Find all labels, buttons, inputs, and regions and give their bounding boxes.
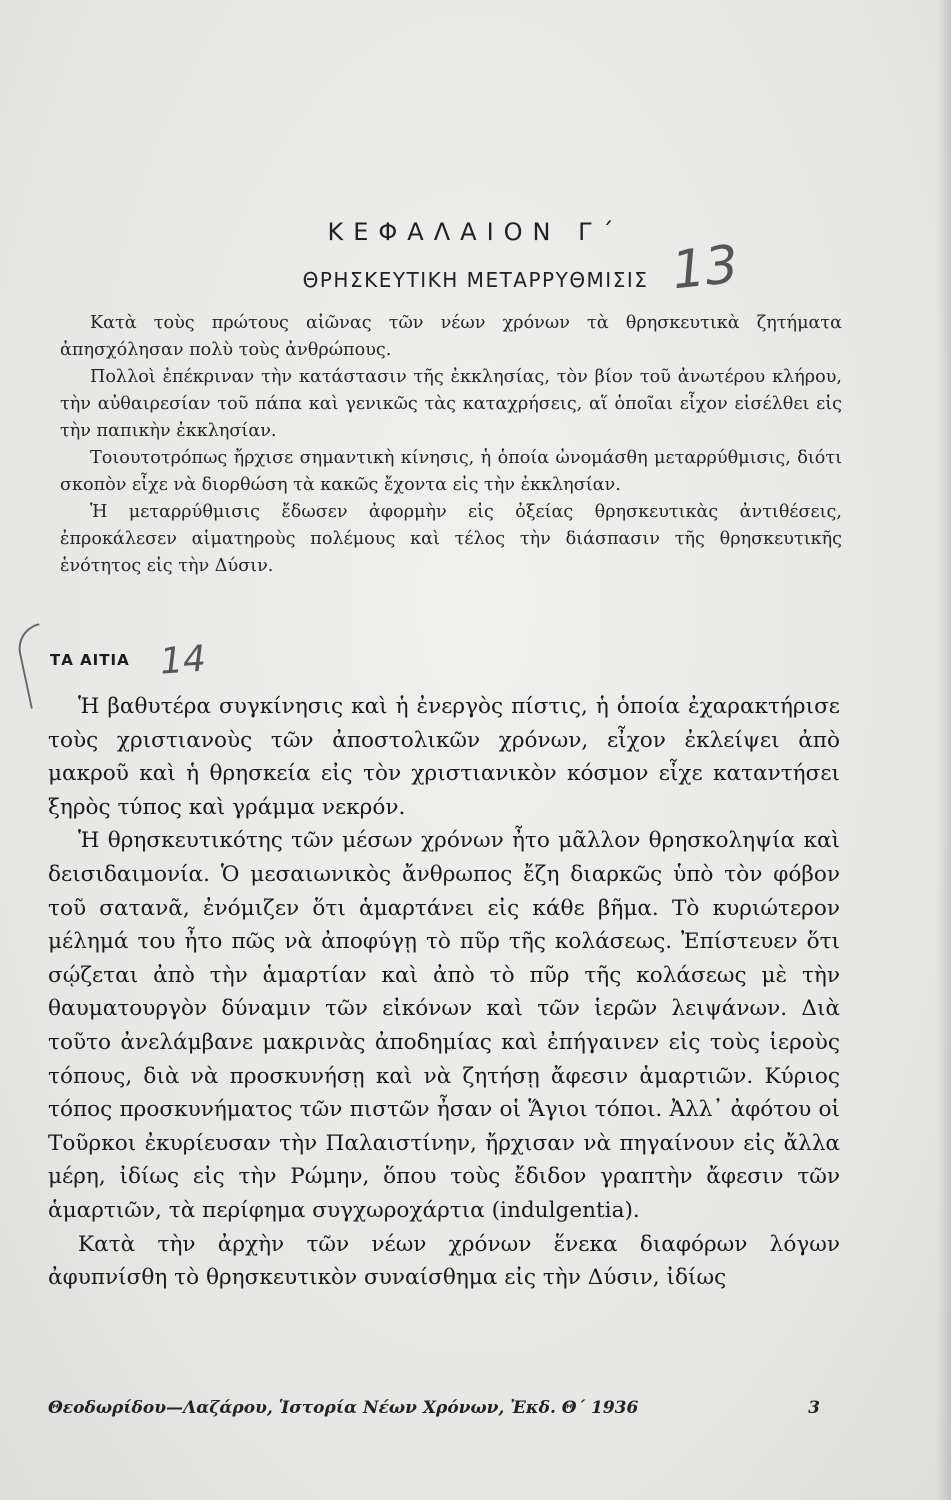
section-heading: ΤΑ ΑΙΤΙΑ xyxy=(50,651,130,669)
handwritten-page-number: 13 xyxy=(669,234,742,302)
handwritten-side-number: 14 xyxy=(158,638,208,683)
intro-text xyxy=(60,310,842,580)
intro-paragraph: Κατὰ τοὺς πρώτους αἰῶνας τῶν νέων χρόνων τὰ θρησκευτικὰ ζητήματα ἀπησχόλησαν πολὺ τοὺς ἀνθρώπους. xyxy=(60,313,842,360)
page-footer xyxy=(48,1398,848,1418)
intro-paragraph: Τοιουτοτρόπως ἤρχισε σημαντικὴ κίνησις, ἡ ὁποία ὠνομάσθη μεταρρύθμισις, διότι σκοπὸν εἶχε νὰ διορθώση τὰ κακῶς ἔχοντα εἰς τὴν ἐκκλησίαν. xyxy=(60,448,842,495)
intro-paragraph: Ἡ μεταρρύθμισις ἔδωσεν ἀφορμὴν εἰς ὀξείας θρησκευτικὰς ἀντιθέσεις, ἐπροκάλεσεν αἱματηροὺς πολέμους καὶ τέλος τὴν διάσπασιν τῆς θρησκευτικῆς ἑνότητος εἰς τὴν Δύσιν. xyxy=(60,502,842,576)
page-number: 3 xyxy=(808,1398,820,1418)
main-text xyxy=(48,690,840,1295)
body-paragraph: Ἡ βαθυτέρα συγκίνησις καὶ ἡ ἐνεργὸς πίστις, ἡ ὁποία ἐχαρακτήρισε τοὺς χριστιανοὺς τῶν ἀποστολικῶν χρόνων, εἶχον ἐκλείψει ἀπὸ μακροῦ καὶ ἡ θρησκεία εἰς τὸν χριστιανικὸν κόσμον εἶχε καταντήσει ξηρὸς τύπος καὶ γράμμα νεκρόν. xyxy=(48,694,840,820)
chapter-heading: ΚΕΦΑΛΑΙΟΝ Γ΄ xyxy=(327,218,624,246)
intro-paragraph: Πολλοὶ ἐπέκριναν τὴν κατάστασιν τῆς ἐκκλησίας, τὸν βίον τοῦ ἀνωτέρου κλήρου, τὴν αὐθαιρεσίαν τοῦ πάπα καὶ γενικῶς τὰς καταχρήσεις, αἵ ὁποῖαι εἶχον εἰσέλθει εἰς τὴν παπικὴν ἐκκλησίαν. xyxy=(60,367,842,441)
footer-citation: Θεοδωρίδου—Λαζάρου, Ἱστορία Νέων Χρόνων, Ἐκδ. Θ΄ 1936 xyxy=(48,1398,639,1418)
chapter-title: ΘΡΗΣΚΕΥΤΙΚΗ ΜΕΤΑΡΡΥΘΜΙΣΙΣ xyxy=(302,268,649,292)
body-paragraph: Ἡ θρησκευτικότης τῶν μέσων χρόνων ἦτο μᾶλλον θρησκοληψία καὶ δεισιδαιμονία. Ὁ μεσαιωνικὸς ἄνθρωπος ἔζη διαρκῶς ὑπὸ τὸν φόβον τοῦ σατανᾶ, ἐνόμιζεν ὅτι ἁμαρτάνει εἰς κάθε βῆμα. Τὸ κυριώτερον μέλημά του ἦτο πῶς νὰ ἀποφύγῃ τὸ πῦρ τῆς κολάσεως. Ἐπίστευεν ὅτι σῴζεται ἀπὸ τὴν ἁμαρτίαν καὶ ἀπὸ τὸ πῦρ τῆς κολάσεως μὲ τὴν θαυματουργὸν δύναμιν τῶν εἰκόνων καὶ τῶν ἱερῶν λειψάνων. Διὰ τοῦτο ἀνελάμβανε μακρινὰς ἀποδημίας καὶ ἐπήγαινεν εἰς τοὺς ἱεροὺς τόπους, διὰ νὰ προσκυνήσῃ καὶ νὰ ζητήσῃ ἄφεσιν ἁμαρτιῶν. Κύριος τόπος προσκυνήματος τῶν πιστῶν ἦσαν οἱ Ἅγιοι τόποι. Ἀλλ᾽ ἀφότου οἱ Τοῦρκοι ἐκυρίευσαν τὴν Παλαιστίνην, ἤρχισαν νὰ πηγαίνουν εἰς ἄλλα μέρη, ἰδίως εἰς τὴν Ρώμην, ὅπου τοὺς ἔδιδον γραπτὴν ἄφεσιν τῶν ἁμαρτιῶν, τὰ περίφημα συγχωροχάρτια (indulgentia). xyxy=(48,828,840,1223)
body-paragraph: Κατὰ τὴν ἀρχὴν τῶν νέων χρόνων ἕνεκα διαφόρων λόγων ἀφυπνίσθη τὸ θρησκευτικὸν συναίσθημα εἰς τὴν Δύσιν, ἰδίως xyxy=(48,1231,840,1291)
